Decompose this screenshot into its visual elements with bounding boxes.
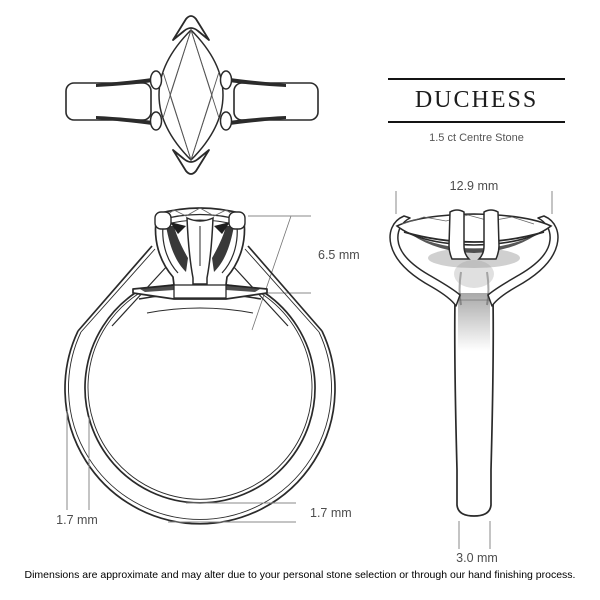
stone-length-extension-lines — [396, 191, 552, 214]
shank-width-extension-lines — [459, 521, 490, 549]
neck-shading — [458, 293, 490, 351]
title-rule-bottom — [388, 121, 565, 123]
ring-top-view — [40, 5, 325, 180]
dimension-label-setting-height: 6.5 mm — [318, 248, 360, 262]
marquise-stone-outline — [159, 30, 223, 160]
title-block — [388, 78, 565, 144]
stone-spec: 1.5 ct Centre Stone — [429, 132, 524, 144]
ring-front-view — [30, 195, 385, 540]
product-name: DUCHESS — [414, 87, 539, 113]
dimension-label-band-depth: 1.7 mm — [310, 506, 352, 520]
ring-side-view — [380, 175, 585, 570]
dimension-label-shank-width: 3.0 mm — [456, 551, 498, 565]
dimension-label-band-width: 1.7 mm — [56, 513, 98, 527]
dimension-label-stone-length: 12.9 mm — [449, 179, 499, 193]
disclaimer-text: Dimensions are approximate and may alter due to your personal stone selection or through our hand finishing process. — [24, 569, 576, 581]
